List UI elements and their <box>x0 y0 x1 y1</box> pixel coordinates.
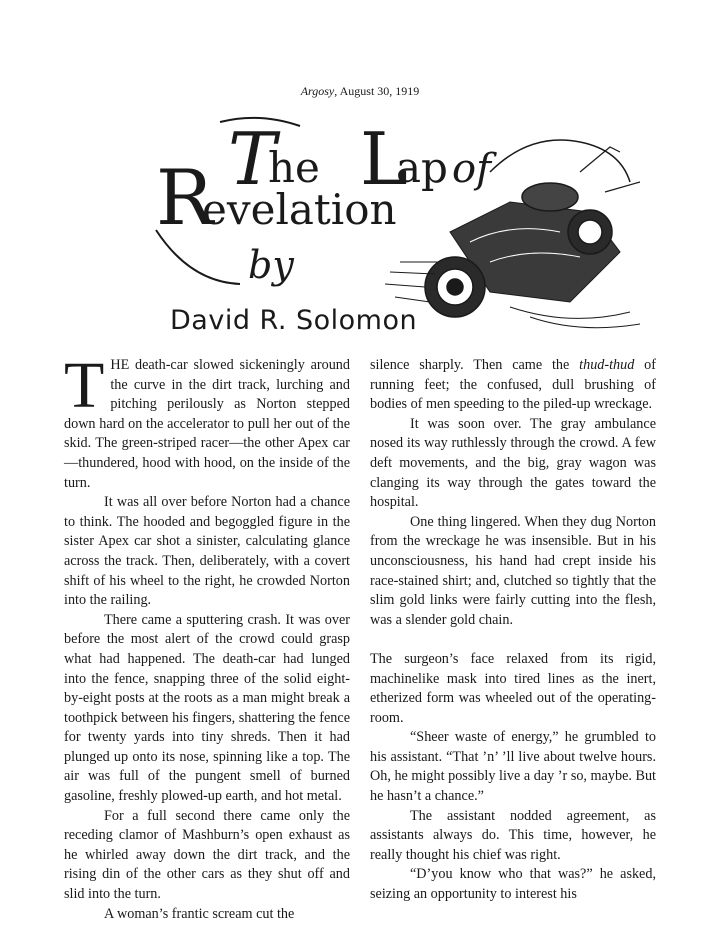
article-paragraph: silence sharply. Then came the thud-thud of running feet; the confused, dull brushing of bodies of men speeding to the piled-up wreckage. <box>370 357 656 413</box>
source-line <box>0 84 720 99</box>
title-word-of: of <box>452 146 491 192</box>
title-word-he: he <box>268 143 320 192</box>
article-paragraph: For a full second there came only the receding clamor of Mashburn’s open exhaust as he whirled away down the dirt track, and the rising din of the other cars as they shut off and slid into the turn. <box>64 807 350 903</box>
article-paragraph: The assistant nodded agreement, as assistants always do. This time, however, he really thought his chief was right. <box>370 807 656 863</box>
article-paragraph: The surgeon’s face relaxed from its rigid, machinelike mask into tired lines as the inert, etherized form was wheeled out of the operating-room. <box>370 650 656 726</box>
publication-name: Argosy <box>300 84 335 98</box>
article-paragraph: It was all over before Norton had a chance to think. The hooded and begoggled figure in the sister Apex car shot a sinister, calculating glance across the track. Then, deliberately, with a covert shift of his wheel to the right, he crowded Norton into the railing. <box>64 494 350 609</box>
article-column-left <box>64 349 350 924</box>
article-column-right <box>370 356 656 905</box>
byline: David R. Solomon <box>170 305 418 336</box>
article-paragraph: “Sheer waste of energy,” he grumbled to his assistant. “That ’n’ ’ll live about twelve hours. Oh, he might possibly live a day ’r so, maybe. But he hasn’t a chance.” <box>370 729 656 805</box>
title-word-by: by <box>248 243 294 287</box>
article-paragraph: There came a sputtering crash. It was over before the most alert of the crowd could grasp what had happened. The death-car had lunged into the fence, snapping three of the solid eight-by-eight posts at the roots as a man might break a toothpick between his fingers, shattering the fence for twenty yards into tiny shreds. Then it had plunged up onto its nose, spinning like a top. The air was full of the pungent smell of burned gasoline, freshly plowed-up earth, and hot metal. <box>64 611 350 805</box>
article-paragraph: “D’you know who that was?” he asked, seizing an opportunity to interest his <box>370 866 656 903</box>
article-paragraph: It was soon over. The gray ambulance nosed its way ruthlessly through the crowd. A few deft movements, and the big, gray wagon was clanging its way through the gates toward the hospital. <box>370 415 656 511</box>
article-paragraph: One thing lingered. When they dug Norton from the wreckage he was insensible. But in his unconsciousness, his hand had crept inside his race-stained shirt; and, clutched so tightly that the slim gold links were fairly cutting into the flesh, was a slender gold chain. <box>370 513 656 628</box>
drop-cap: T <box>64 349 105 422</box>
publication-date: , August 30, 1919 <box>334 84 420 98</box>
title-cap-l: L <box>360 117 408 201</box>
title-cap-r: R <box>156 153 214 242</box>
emphasis-text: thud-thud <box>579 357 635 373</box>
title-cap-t: T <box>228 117 277 201</box>
title-word-evelation: evelation <box>202 185 397 234</box>
title-word-ap: ap <box>396 143 448 192</box>
article-paragraph: A woman’s frantic scream cut the <box>104 905 295 922</box>
article-paragraph: THE death-car slowed sickeningly around the curve in the dirt track, lurching and pitching perilously as Norton stepped down hard on the accelerator to pull her out of the skid. The green-striped racer—the other Apex car—thundered, hood with hood, on the inside of the turn. <box>64 349 350 491</box>
